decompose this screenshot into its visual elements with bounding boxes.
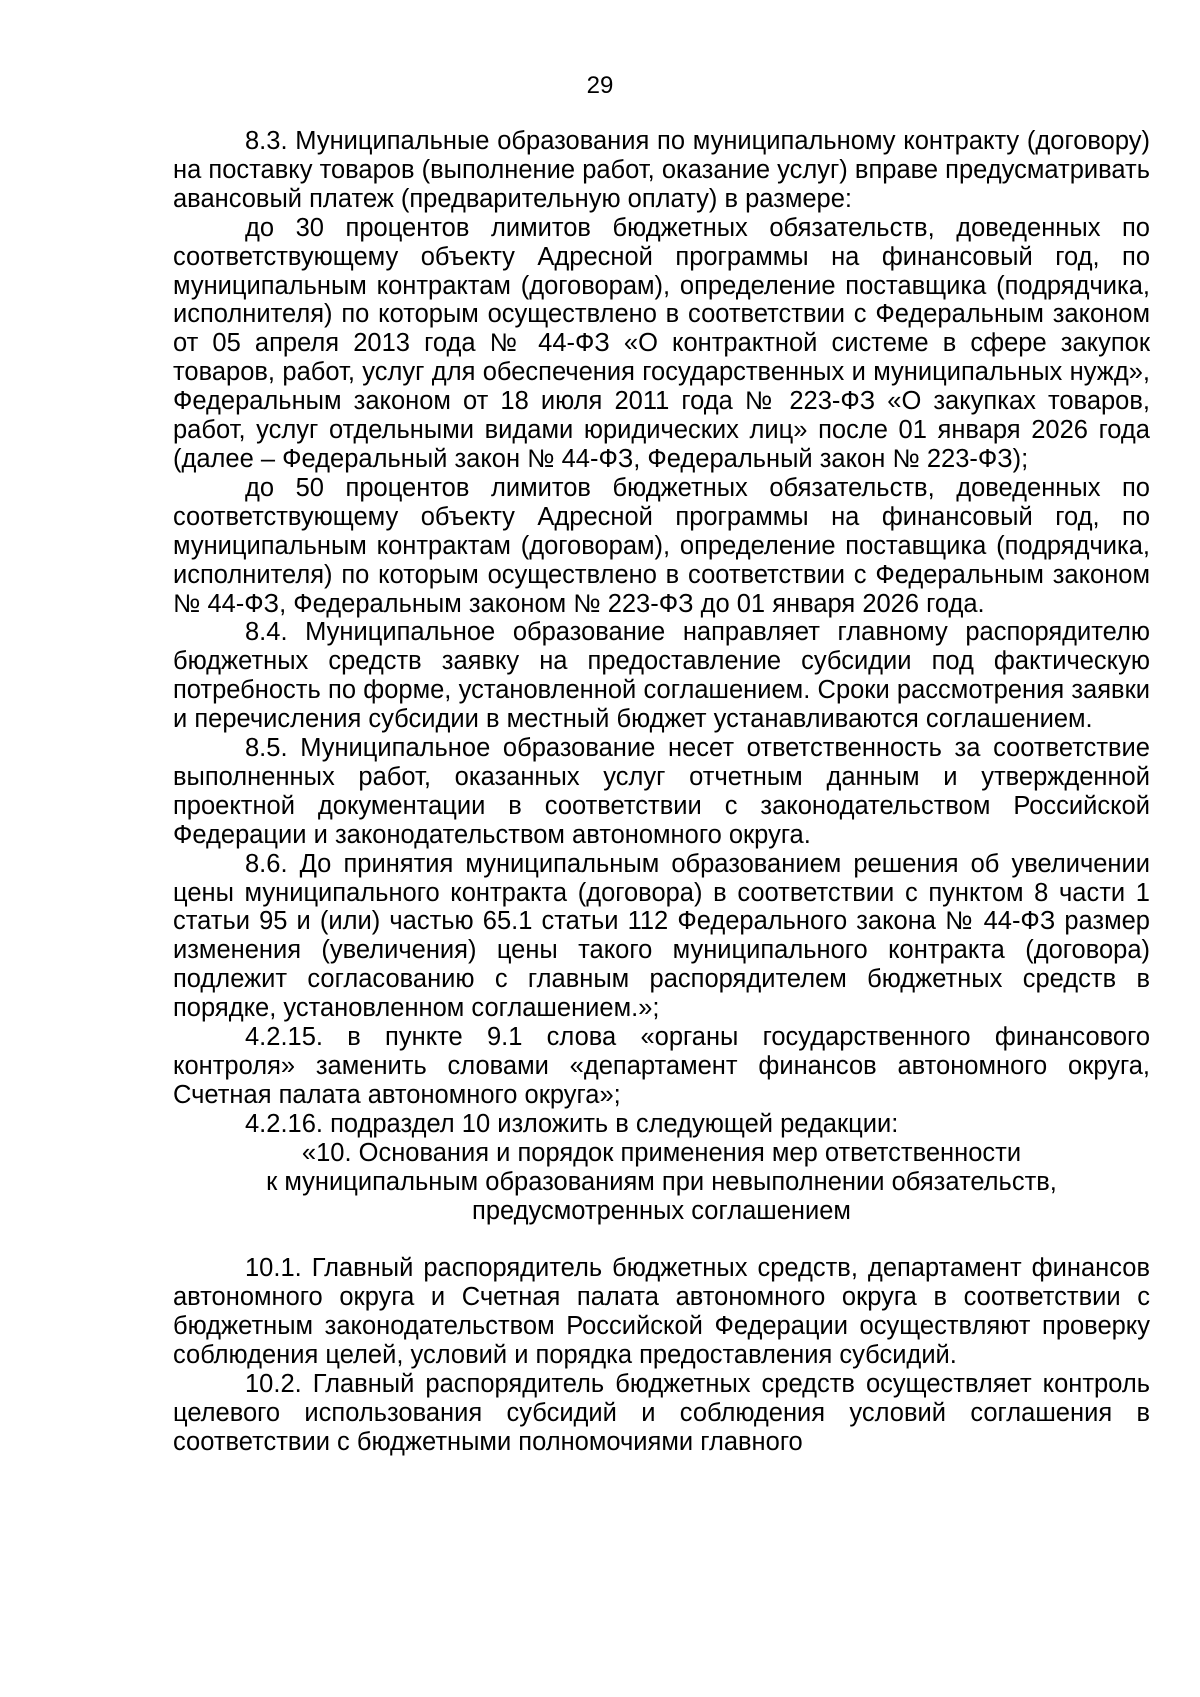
document-body bbox=[173, 127, 1150, 1457]
section-heading bbox=[173, 1139, 1150, 1226]
paragraph-10-2: 10.2. Главный распорядитель бюджетных средств осуществляет контроль целевого использования субсидий и соблюдения условий соглашения в соответствии с бюджетными полномочиями главного bbox=[173, 1369, 1150, 1456]
paragraph-8-3: 8.3. Муниципальные образования по муниципальному контракту (договору) на поставку товаров (выполнение работ, оказание услуг) вправе предусматривать авансовый платеж (предварительную оплату) в размере: bbox=[173, 127, 1150, 213]
paragraph-4-2-16: 4.2.16. подраздел 10 изложить в следующей редакции: bbox=[245, 1109, 899, 1138]
paragraph-8-3-item-50: до 50 процентов лимитов бюджетных обязательств, доведенных по соответствующему объекту Адресной программы на финансовый год, по муниципальным контрактам (договорам), определение поставщика (подрядчика, исполнителя) по которым осуществлено в соответствии с Федеральным законом № 44-ФЗ, Федеральным законом № 223-ФЗ до 01 января 2026 года. bbox=[173, 473, 1150, 618]
paragraph-10-1: 10.1. Главный распорядитель бюджетных средств, департамент финансов автономного округа и Счетная палата автономного округа в соответствии с бюджетным законодательством Российской Федерации осуществляют проверку соблюдения целей, условий и порядка предоставления субсидий. bbox=[173, 1254, 1150, 1370]
section-heading-line-2: к муниципальным образованиям при невыполнении обязательств, bbox=[266, 1167, 1057, 1196]
paragraph-8-6: 8.6. До принятия муниципальным образованием решения об увеличении цены муниципального контракта (договора) в соответствии с пунктом 8 части 1 статьи 95 и (или) частью 65.1 статьи 112 Федерального закона № 44-ФЗ размер изменения (увеличения) цены такого муниципального контракта (договора) подлежит согласованию с главным распорядителем бюджетных средств в порядке, установленном соглашением.»; bbox=[173, 849, 1150, 1023]
paragraph-8-3-item-30: до 30 процентов лимитов бюджетных обязательств, доведенных по соответствующему объекту Адресной программы на финансовый год, по муниципальным контрактам (договорам), определение поставщика (подрядчика, исполнителя) по которым осуществлено в соответствии с Федеральным законом от 05 апреля 2013 года № 44-ФЗ «О контрактной системе в сфере закупок товаров, работ, услуг для обеспечения государственных и муниципальных нужд», Федеральным законом от 18 июля 2011 года № 223-ФЗ «О закупках товаров, работ, услуг отдельными видами юридических лиц» после 01 января 2026 года (далее – Федеральный закон № 44-ФЗ, Федеральный закон № 223-ФЗ); bbox=[173, 213, 1150, 473]
paragraph-8-4: 8.4. Муниципальное образование направляет главному распорядителю бюджетных средств заявку на предоставление субсидии под фактическую потребность по форме, установленной соглашением. Сроки рассмотрения заявки и перечисления субсидии в местный бюджет устанавливаются соглашением. bbox=[173, 618, 1150, 734]
section-heading-line-3: предусмотренных соглашением bbox=[472, 1196, 851, 1225]
page-number: 29 bbox=[586, 72, 614, 99]
paragraph-8-5: 8.5. Муниципальное образование несет ответственность за соответствие выполненных работ, оказанных услуг отчетным данным и утвержденной проектной документации в соответствии с законодательством Российской Федерации и законодательством автономного округа. bbox=[173, 734, 1150, 849]
paragraph-4-2-15: 4.2.15. в пункте 9.1 слова «органы государственного финансового контроля» заменить словами «департамент финансов автономного округа, Счетная палата автономного округа»; bbox=[173, 1023, 1150, 1109]
section-heading-line-1: «10. Основания и порядок применения мер ответственности bbox=[301, 1138, 1022, 1167]
blank-line bbox=[173, 1225, 1150, 1254]
